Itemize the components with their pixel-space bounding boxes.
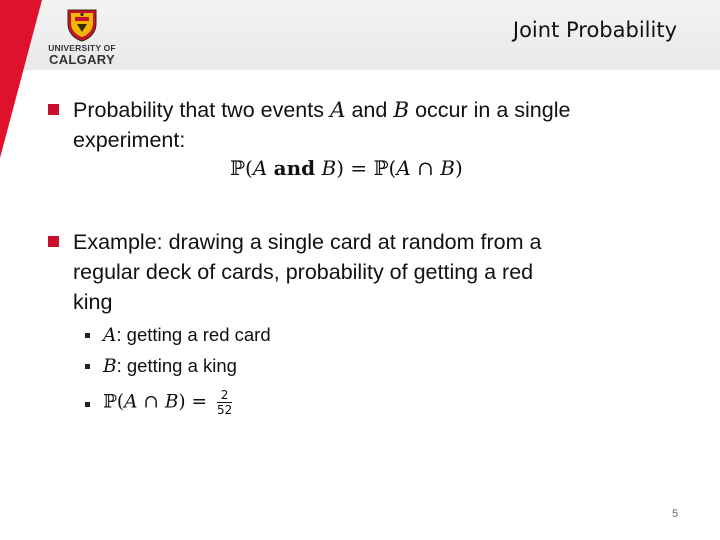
fraction [217,388,232,417]
sub-bullet-marker [85,402,90,407]
red-king-probability-formula: ℙ(A ∩ B) = $\frac{2}{52}$ [103,388,233,417]
university-logo [44,8,120,66]
logo-university-text: UNIVERSITY OF [48,43,116,53]
fraction-denominator: 52 [216,403,233,417]
bullet-2-line-2: regular deck of cards, probability of getting a red [73,260,534,284]
fraction-numerator: 2 [217,388,232,403]
slide-title: Joint Probability [512,18,677,42]
sub-bullet-marker [85,364,90,369]
bullet-marker [48,236,59,247]
page-number: 5 [672,508,679,520]
logo-calgary-text: CALGARY [49,52,115,67]
bullet-2-line-1: Example: drawing a single card at random from a [73,230,542,254]
sub-item-b: B: getting a king [103,355,237,377]
var-a: A [329,98,346,123]
bullet-1-line-1: Probability that two events A and B occur in a single [73,98,571,123]
bullet-2-line-3: king [73,290,113,314]
var-b: B [393,98,410,123]
bullet-marker [48,104,59,115]
crest-icon [66,8,98,42]
joint-probability-equation: ℙ(A and B) = ℙ(A ∩ B) [230,156,463,180]
bullet-1-line-2: experiment: [73,128,186,152]
sub-bullet-marker [85,333,90,338]
sub-item-a: A: getting a red card [103,324,271,346]
